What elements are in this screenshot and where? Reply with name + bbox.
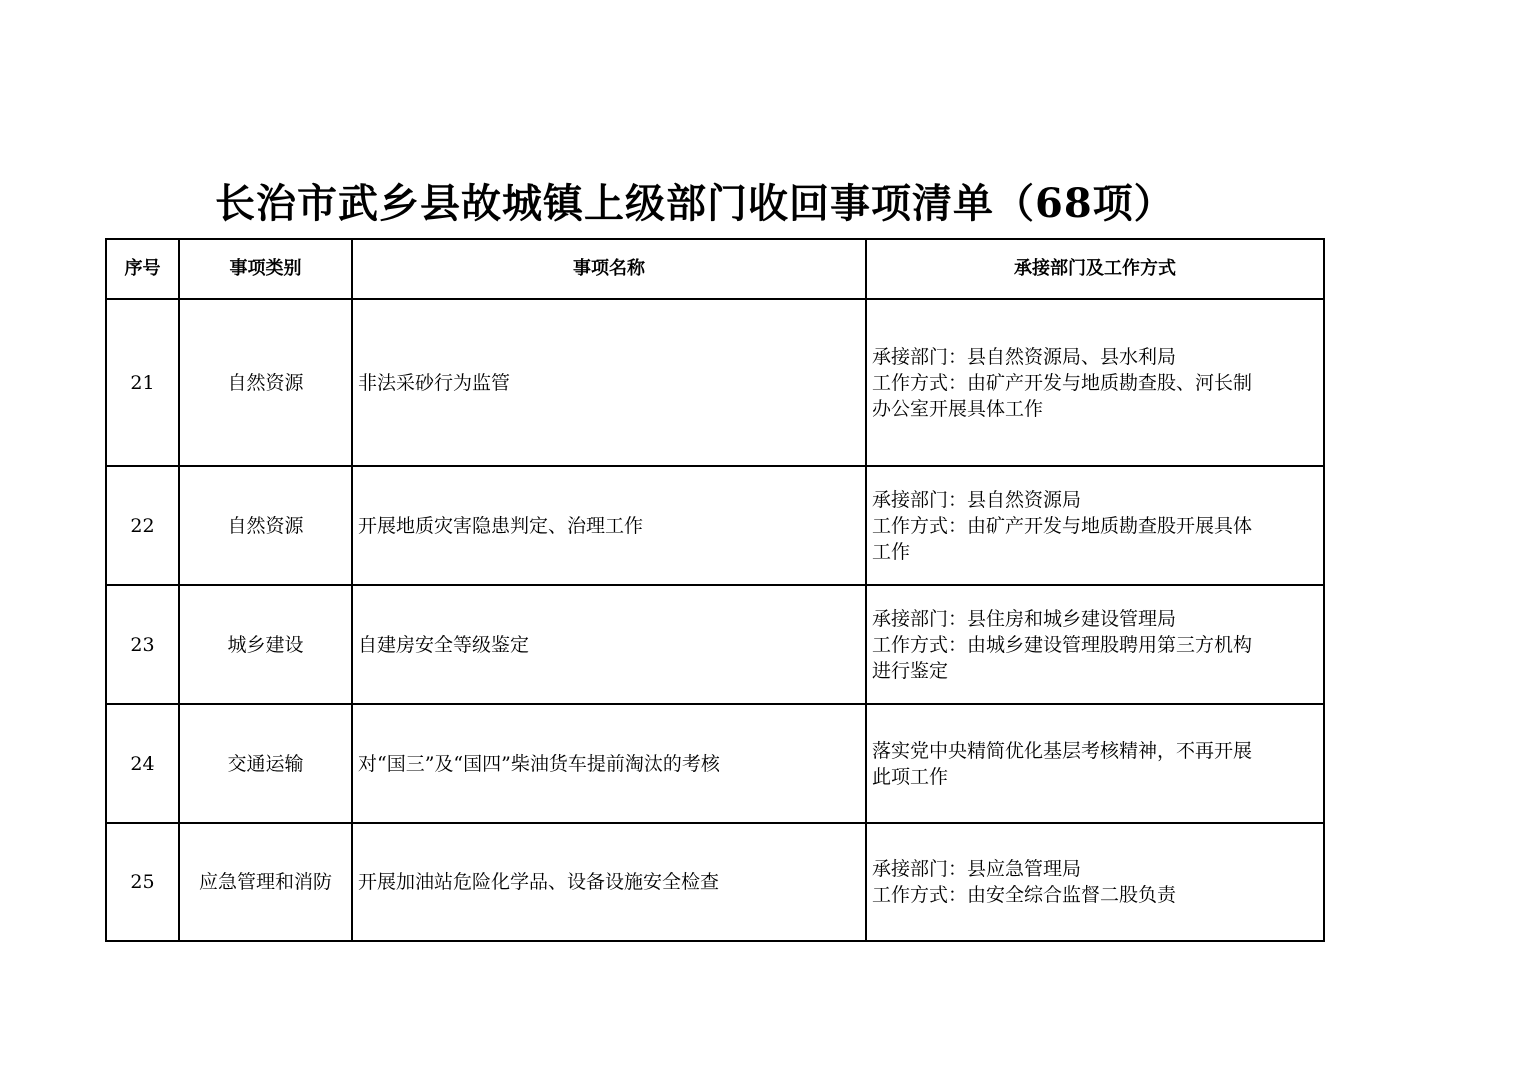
row-category: 应急管理和消防 [179,823,352,941]
row-category: 自然资源 [179,466,352,585]
row-department-method [866,704,1324,823]
table-row [106,299,1324,466]
method-line: 办公室开展具体工作 [872,397,1044,420]
row-category: 交通运输 [179,704,352,823]
table-row [106,585,1324,704]
header-no: 序号 [106,239,179,299]
row-department-method [866,823,1324,941]
header-category: 事项类别 [179,239,352,299]
row-no: 22 [106,466,179,585]
row-item-name: 自建房安全等级鉴定 [352,585,866,704]
table-row [106,823,1324,941]
method-line: 工作方式：由矿产开发与地质勘查股、河长制 [872,371,1253,394]
row-department-method [866,585,1324,704]
row-department-method [866,299,1324,466]
row-no: 24 [106,704,179,823]
method-line: 承接部门：县自然资源局 [872,488,1082,511]
page-title: 长治市武乡县故城镇上级部门收回事项清单（68项） [215,180,1175,227]
method-line: 落实党中央精简优化基层考核精神，不再开展 [872,739,1253,762]
row-no: 25 [106,823,179,941]
row-item-name: 对“国三”及“国四”柴油货车提前淘汰的考核 [352,704,866,823]
items-table [105,238,1325,942]
table-row [106,704,1324,823]
table-row [106,466,1324,585]
method-line: 承接部门：县应急管理局 [872,858,1082,880]
method-line: 工作方式：由城乡建设管理股聘用第三方机构 [872,633,1253,656]
method-line: 承接部门：县住房和城乡建设管理局 [872,607,1177,630]
row-department-method [866,466,1324,585]
method-line: 工作方式：由安全综合监督二股负责 [872,884,1177,906]
row-item-name: 开展地质灾害隐患判定、治理工作 [352,466,866,585]
method-line: 进行鉴定 [872,659,949,682]
method-line: 工作方式：由矿产开发与地质勘查股开展具体 [872,514,1253,537]
row-category: 城乡建设 [179,585,352,704]
table-header-row [106,239,1324,299]
header-department-method: 承接部门及工作方式 [866,239,1324,299]
row-item-name: 非法采砂行为监管 [352,299,866,466]
method-line: 工作 [872,540,911,563]
row-no: 21 [106,299,179,466]
method-line: 承接部门：县自然资源局、县水利局 [872,345,1177,368]
method-line: 此项工作 [872,765,949,788]
row-category: 自然资源 [179,299,352,466]
header-item-name: 事项名称 [352,239,866,299]
row-no: 23 [106,585,179,704]
row-item-name: 开展加油站危险化学品、设备设施安全检查 [352,823,866,941]
